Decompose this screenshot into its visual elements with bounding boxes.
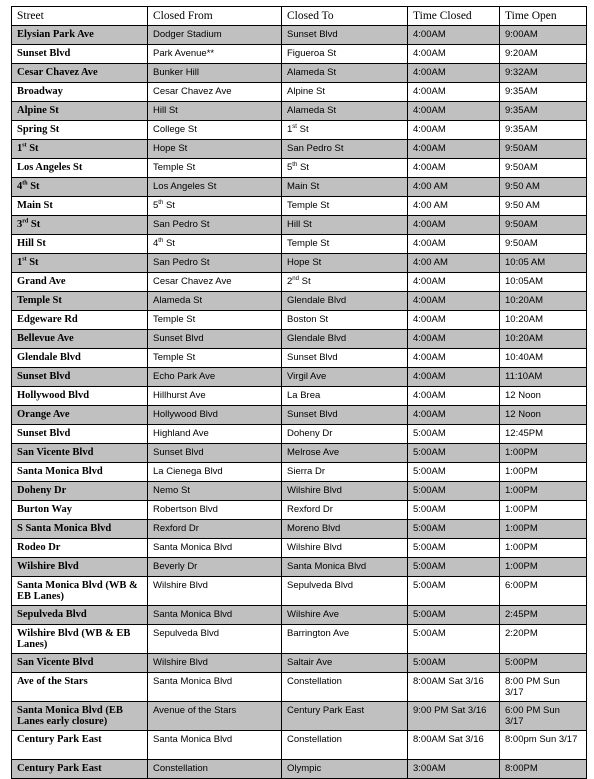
cell-closed-to: Glendale Blvd [282,330,408,349]
table-row [12,311,587,330]
cell-time-closed: 4:00AM [408,311,500,330]
cell-time-open: 1:00PM [500,482,587,501]
cell-time-closed: 4:00AM [408,140,500,159]
cell-closed-from: San Pedro St [148,216,282,235]
cell-closed-from: Hollywood Blvd [148,406,282,425]
cell-street: Elysian Park Ave [12,26,148,45]
cell-closed-to: Wilshire Ave [282,606,408,625]
header-closed-from: Closed From [148,7,282,26]
cell-street: Burton Way [12,501,148,520]
cell-closed-to: Rexford Dr [282,501,408,520]
cell-time-closed: 5:00AM [408,501,500,520]
cell-closed-from: Sunset Blvd [148,330,282,349]
cell-closed-from: Cesar Chavez Ave [148,273,282,292]
header-time-open: Time Open [500,7,587,26]
cell-closed-to: Moreno Blvd [282,520,408,539]
cell-street: Sunset Blvd [12,425,148,444]
road-closures-table [11,6,587,779]
cell-street: Grand Ave [12,273,148,292]
cell-closed-to: Glendale Blvd [282,292,408,311]
cell-closed-to: Melrose Ave [282,444,408,463]
cell-time-closed: 4:00AM [408,292,500,311]
header-time-closed: Time Closed [408,7,500,26]
table-row [12,197,587,216]
cell-closed-from: Echo Park Ave [148,368,282,387]
cell-time-closed: 4:00AM [408,273,500,292]
cell-closed-from: Rexford Dr [148,520,282,539]
cell-time-closed: 4:00AM [408,330,500,349]
cell-time-open: 6:00PM [500,577,587,606]
table-row [12,349,587,368]
table-row [12,501,587,520]
cell-time-open: 10:20AM [500,311,587,330]
cell-closed-to: Saltair Ave [282,654,408,673]
cell-street: Wilshire Blvd (WB & EB Lanes) [12,625,148,654]
table-row [12,178,587,197]
cell-closed-to: Boston St [282,311,408,330]
cell-street: Doheny Dr [12,482,148,501]
table-row [12,673,587,702]
cell-street: Wilshire Blvd [12,558,148,577]
cell-street: Sunset Blvd [12,45,148,64]
cell-time-closed: 5:00AM [408,463,500,482]
table-row [12,216,587,235]
cell-time-closed: 5:00AM [408,577,500,606]
cell-closed-from: Santa Monica Blvd [148,606,282,625]
table-row [12,539,587,558]
cell-time-closed: 5:00AM [408,539,500,558]
cell-closed-to: Constellation [282,673,408,702]
header-closed-to: Closed To [282,7,408,26]
cell-time-closed: 4:00AM [408,45,500,64]
cell-time-closed: 5:00AM [408,425,500,444]
cell-time-open: 2:20PM [500,625,587,654]
cell-closed-to: 5th St [282,159,408,178]
cell-street: Ave of the Stars [12,673,148,702]
cell-time-open: 9:32AM [500,64,587,83]
cell-closed-from: Alameda St [148,292,282,311]
cell-closed-to: Alameda St [282,64,408,83]
cell-closed-from: Sunset Blvd [148,444,282,463]
cell-time-closed: 4:00AM [408,102,500,121]
cell-time-open: 9:35AM [500,83,587,102]
table-row [12,45,587,64]
cell-street: Century Park East [12,731,148,760]
cell-closed-to: Barrington Ave [282,625,408,654]
cell-closed-from: Temple St [148,311,282,330]
cell-closed-to: La Brea [282,387,408,406]
table-row [12,254,587,273]
cell-closed-from: Santa Monica Blvd [148,673,282,702]
cell-closed-from: Avenue of the Stars [148,702,282,731]
cell-time-closed: 4:00AM [408,349,500,368]
cell-closed-to: Doheny Dr [282,425,408,444]
cell-time-closed: 5:00AM [408,520,500,539]
cell-closed-from: Santa Monica Blvd [148,539,282,558]
cell-time-open: 10:05 AM [500,254,587,273]
table-row [12,26,587,45]
cell-time-open: 12:45PM [500,425,587,444]
cell-closed-to: Temple St [282,235,408,254]
cell-closed-to: 1st St [282,121,408,140]
cell-time-open: 12 Noon [500,406,587,425]
cell-closed-to: Wilshire Blvd [282,482,408,501]
cell-closed-from: Temple St [148,159,282,178]
cell-time-closed: 9:00 PM Sat 3/16 [408,702,500,731]
cell-street: Rodeo Dr [12,539,148,558]
cell-closed-from: Robertson Blvd [148,501,282,520]
cell-time-closed: 4:00AM [408,64,500,83]
cell-street: S Santa Monica Blvd [12,520,148,539]
cell-time-open: 8:00 PM Sun 3/17 [500,673,587,702]
cell-street: 3rd St [12,216,148,235]
cell-closed-to: Sunset Blvd [282,349,408,368]
cell-time-open: 1:00PM [500,501,587,520]
cell-time-open: 6:00 PM Sun 3/17 [500,702,587,731]
cell-street: Century Park East [12,760,148,779]
cell-street: San Vicente Blvd [12,654,148,673]
header-row [12,7,587,26]
cell-time-closed: 4:00AM [408,406,500,425]
cell-time-closed: 4:00AM [408,121,500,140]
cell-closed-from: Sepulveda Blvd [148,625,282,654]
cell-closed-from: Park Avenue** [148,45,282,64]
cell-street: Santa Monica Blvd (EB Lanes early closure) [12,702,148,731]
cell-street: Edgeware Rd [12,311,148,330]
cell-closed-from: 4th St [148,235,282,254]
cell-time-closed: 5:00AM [408,482,500,501]
cell-closed-from: San Pedro St [148,254,282,273]
cell-time-closed: 4:00AM [408,159,500,178]
table-row [12,64,587,83]
cell-closed-to: Hope St [282,254,408,273]
cell-closed-from: College St [148,121,282,140]
cell-time-closed: 5:00AM [408,558,500,577]
table-row [12,654,587,673]
cell-time-open: 9:50 AM [500,178,587,197]
header-street: Street [12,7,148,26]
cell-closed-from: Hope St [148,140,282,159]
cell-closed-from: Dodger Stadium [148,26,282,45]
cell-street: Cesar Chavez Ave [12,64,148,83]
cell-time-open: 1:00PM [500,520,587,539]
cell-street: Orange Ave [12,406,148,425]
cell-time-open: 10:20AM [500,330,587,349]
cell-street: 1st St [12,254,148,273]
cell-time-closed: 4:00AM [408,216,500,235]
table-row [12,406,587,425]
cell-closed-to: San Pedro St [282,140,408,159]
cell-closed-to: Hill St [282,216,408,235]
cell-time-open: 10:20AM [500,292,587,311]
table-row [12,273,587,292]
cell-time-closed: 4:00AM [408,235,500,254]
table-row [12,702,587,731]
cell-street: Glendale Blvd [12,349,148,368]
cell-closed-from: La Cienega Blvd [148,463,282,482]
cell-street: Temple St [12,292,148,311]
cell-closed-to: Alpine St [282,83,408,102]
cell-time-closed: 4:00AM [408,387,500,406]
road-closures-table-container [11,6,587,779]
cell-street: 4th St [12,178,148,197]
cell-closed-to: Sunset Blvd [282,406,408,425]
table-row [12,463,587,482]
cell-time-closed: 4:00 AM [408,197,500,216]
table-row [12,444,587,463]
cell-time-open: 8:00pm Sun 3/17 [500,731,587,760]
cell-closed-from: Hillhurst Ave [148,387,282,406]
cell-time-closed: 4:00AM [408,83,500,102]
cell-time-closed: 5:00AM [408,444,500,463]
cell-closed-to: 2nd St [282,273,408,292]
cell-time-open: 11:10AM [500,368,587,387]
cell-time-open: 2:45PM [500,606,587,625]
cell-closed-to: Century Park East [282,702,408,731]
cell-time-closed: 5:00AM [408,654,500,673]
cell-street: Spring St [12,121,148,140]
cell-time-closed: 8:00AM Sat 3/16 [408,673,500,702]
cell-street: Bellevue Ave [12,330,148,349]
cell-street: 1st St [12,140,148,159]
cell-street: Broadway [12,83,148,102]
cell-time-closed: 3:00AM [408,760,500,779]
table-row [12,121,587,140]
cell-street: Los Angeles St [12,159,148,178]
cell-closed-from: Highland Ave [148,425,282,444]
cell-time-closed: 4:00AM [408,368,500,387]
cell-closed-to: Santa Monica Blvd [282,558,408,577]
table-row [12,520,587,539]
cell-closed-from: Temple St [148,349,282,368]
cell-time-open: 1:00PM [500,444,587,463]
table-row [12,625,587,654]
cell-street: Santa Monica Blvd [12,463,148,482]
table-row [12,606,587,625]
cell-time-open: 9:20AM [500,45,587,64]
cell-time-closed: 4:00AM [408,26,500,45]
cell-time-open: 5:00PM [500,654,587,673]
cell-street: Hill St [12,235,148,254]
cell-time-closed: 5:00AM [408,606,500,625]
table-body [12,26,587,779]
cell-time-open: 1:00PM [500,463,587,482]
cell-closed-to: Olympic [282,760,408,779]
cell-street: Santa Monica Blvd (WB & EB Lanes) [12,577,148,606]
table-row [12,235,587,254]
cell-time-closed: 8:00AM Sat 3/16 [408,731,500,760]
cell-time-closed: 4:00 AM [408,254,500,273]
table-row [12,558,587,577]
table-row [12,577,587,606]
cell-closed-from: Wilshire Blvd [148,654,282,673]
cell-time-closed: 4:00 AM [408,178,500,197]
cell-time-open: 10:40AM [500,349,587,368]
cell-closed-from: Bunker Hill [148,64,282,83]
table-row [12,159,587,178]
cell-time-open: 9:50AM [500,140,587,159]
table-row [12,83,587,102]
cell-street: Sepulveda Blvd [12,606,148,625]
cell-time-open: 9:50AM [500,159,587,178]
cell-time-open: 9:50 AM [500,197,587,216]
cell-closed-from: Hill St [148,102,282,121]
cell-closed-to: Sunset Blvd [282,26,408,45]
cell-time-open: 1:00PM [500,539,587,558]
table-row [12,368,587,387]
cell-street: Main St [12,197,148,216]
cell-closed-to: Alameda St [282,102,408,121]
cell-time-open: 9:35AM [500,102,587,121]
cell-closed-from: Nemo St [148,482,282,501]
cell-closed-from: Constellation [148,760,282,779]
table-row [12,425,587,444]
cell-closed-from: Santa Monica Blvd [148,731,282,760]
cell-street: Alpine St [12,102,148,121]
cell-closed-to: Sepulveda Blvd [282,577,408,606]
cell-street: Sunset Blvd [12,368,148,387]
cell-closed-to: Constellation [282,731,408,760]
table-row [12,292,587,311]
cell-time-open: 9:00AM [500,26,587,45]
cell-time-open: 10:05AM [500,273,587,292]
cell-time-open: 9:50AM [500,235,587,254]
cell-time-open: 9:35AM [500,121,587,140]
cell-closed-to: Sierra Dr [282,463,408,482]
table-row [12,102,587,121]
cell-time-open: 1:00PM [500,558,587,577]
table-row [12,330,587,349]
table-row [12,482,587,501]
cell-closed-to: Main St [282,178,408,197]
cell-closed-from: Cesar Chavez Ave [148,83,282,102]
cell-closed-from: Los Angeles St [148,178,282,197]
cell-street: Hollywood Blvd [12,387,148,406]
cell-closed-from: 5th St [148,197,282,216]
cell-closed-to: Wilshire Blvd [282,539,408,558]
cell-time-open: 9:50AM [500,216,587,235]
cell-closed-to: Figueroa St [282,45,408,64]
table-row [12,760,587,779]
table-row [12,731,587,760]
table-row [12,387,587,406]
cell-time-closed: 5:00AM [408,625,500,654]
cell-closed-from: Beverly Dr [148,558,282,577]
cell-time-open: 12 Noon [500,387,587,406]
table-row [12,140,587,159]
cell-closed-to: Temple St [282,197,408,216]
cell-street: San Vicente Blvd [12,444,148,463]
cell-closed-to: Virgil Ave [282,368,408,387]
cell-time-open: 8:00PM [500,760,587,779]
cell-closed-from: Wilshire Blvd [148,577,282,606]
